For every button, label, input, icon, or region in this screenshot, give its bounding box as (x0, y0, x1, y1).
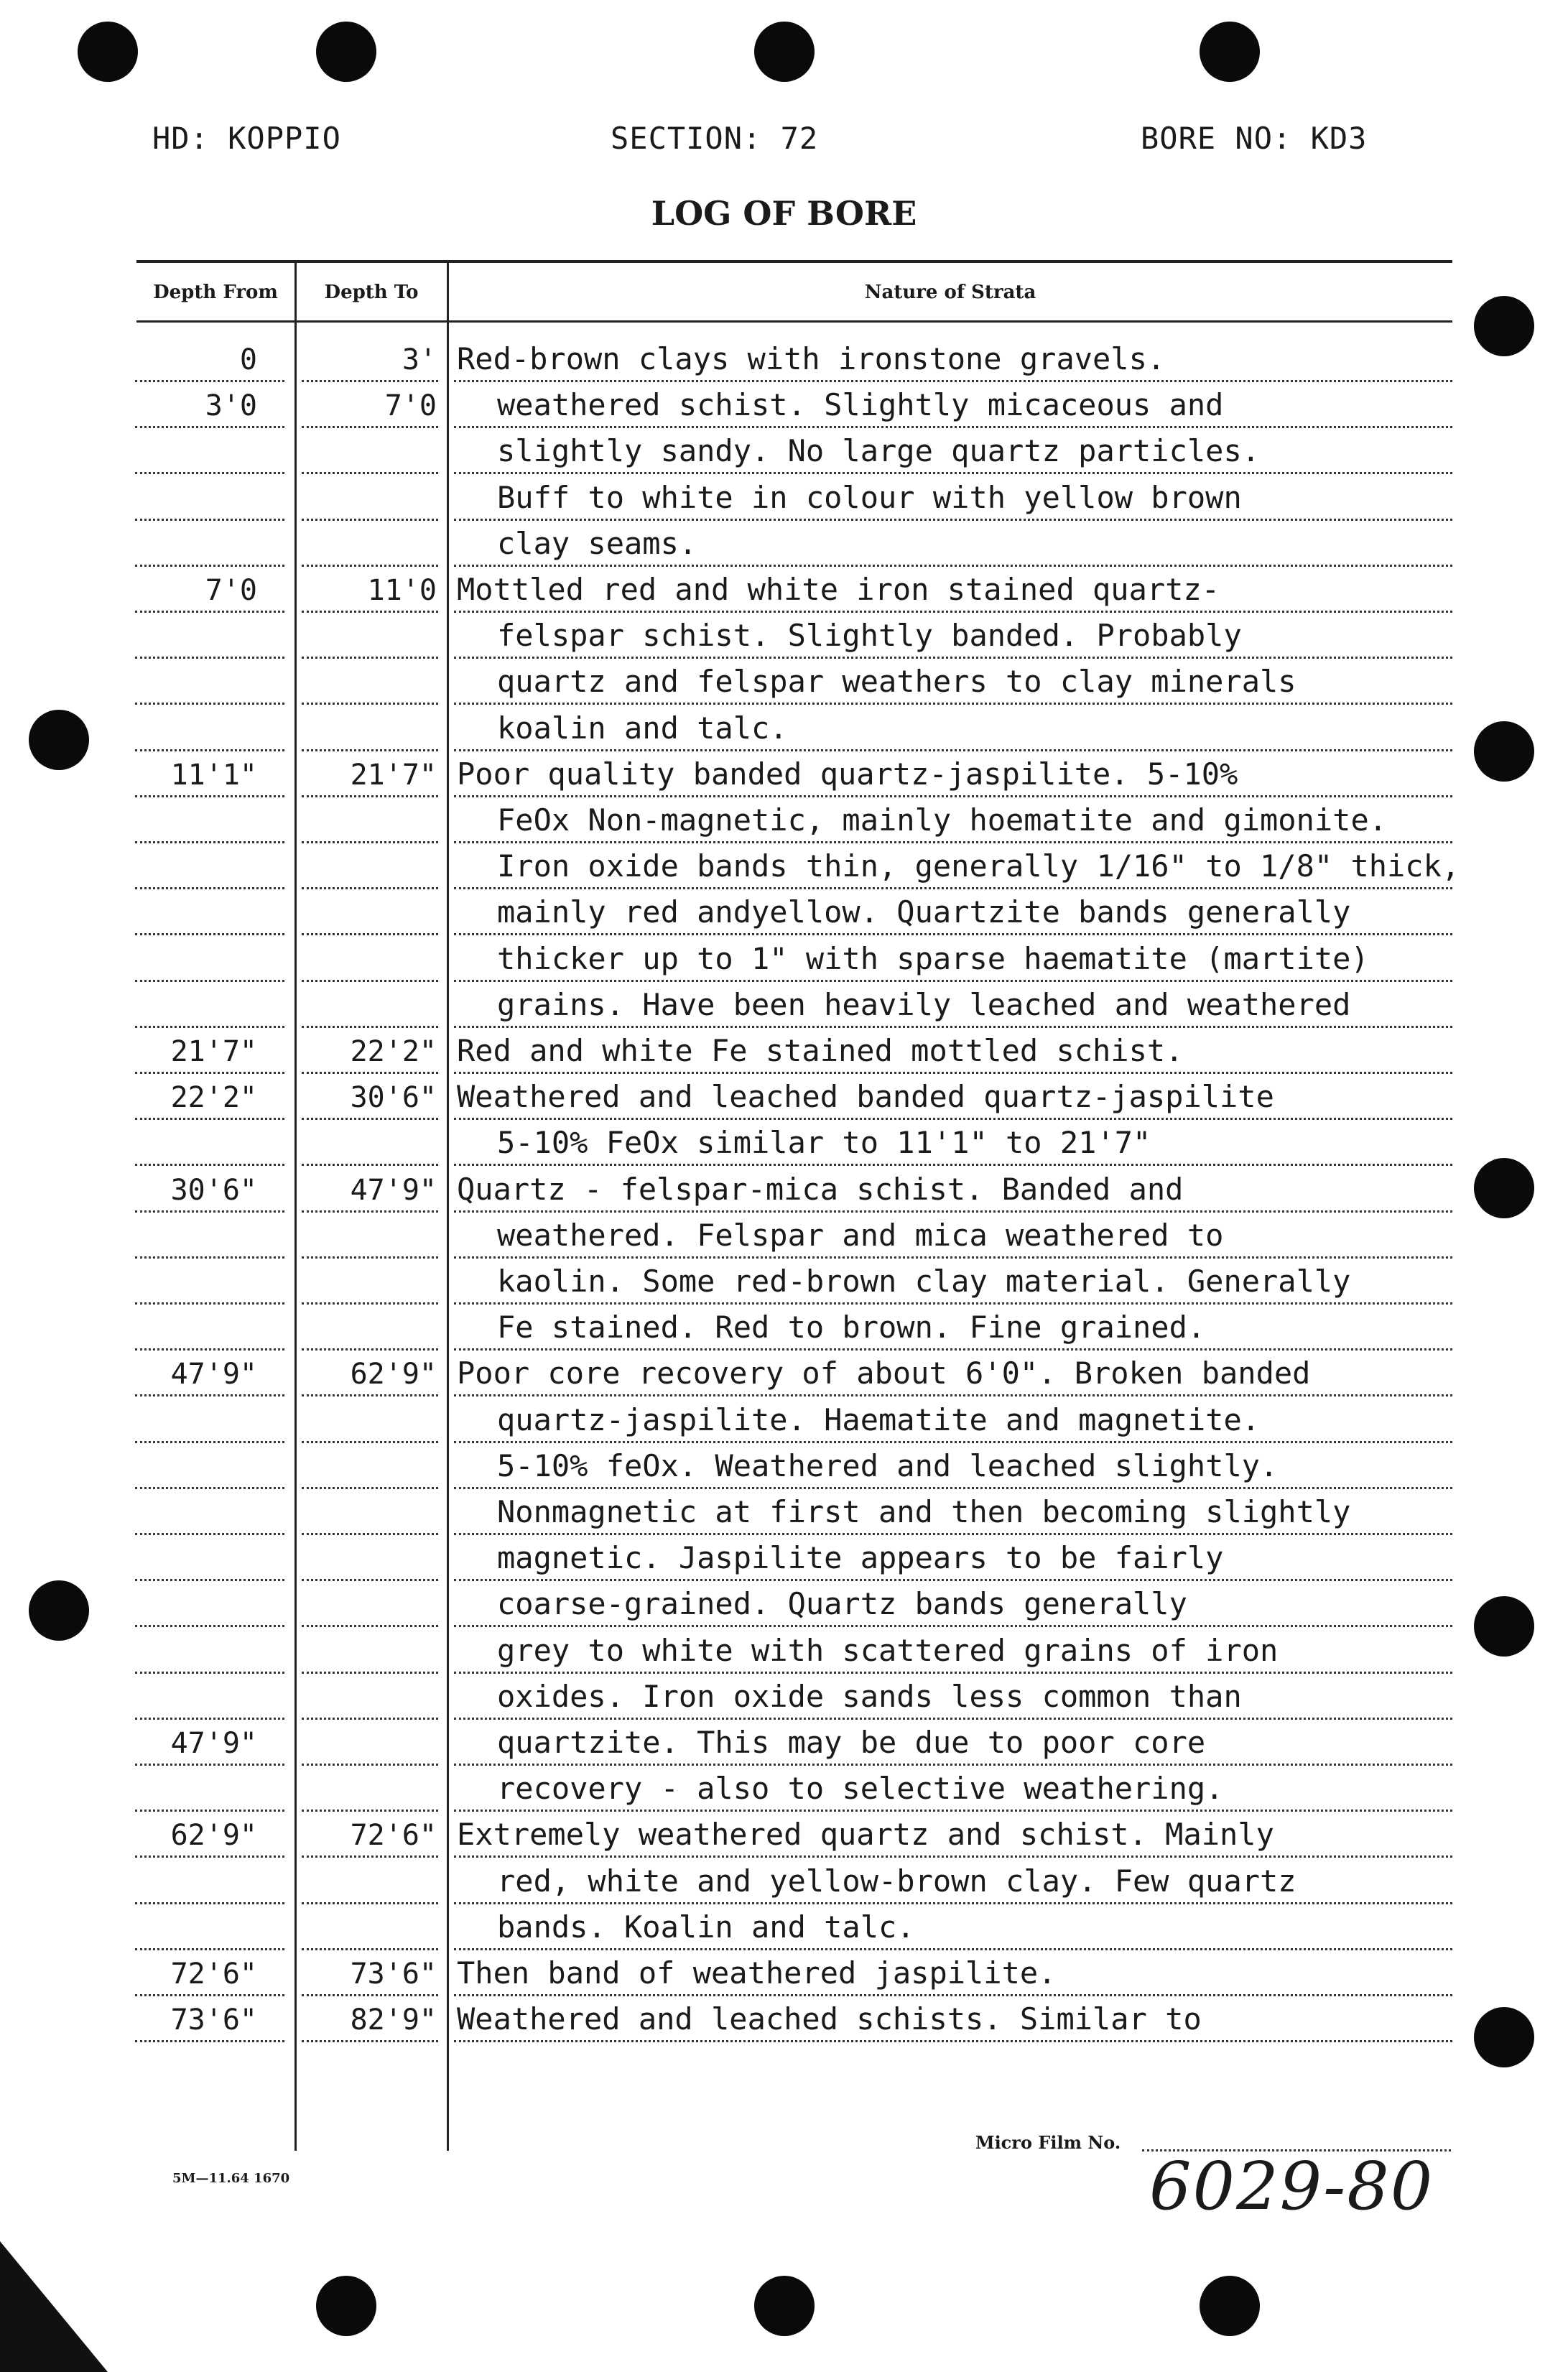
hd-label: HD: KOPPIO (152, 121, 341, 156)
dotted-guide-line (454, 1579, 1452, 1581)
dotted-guide-line (135, 426, 284, 428)
dotted-guide-line (454, 1672, 1452, 1674)
depth-to-cell: 21'7" (350, 758, 437, 792)
table-row (0, 1906, 1568, 1950)
depth-to-cell: 3' (402, 343, 437, 376)
header-bottom-rule (136, 320, 1452, 323)
strata-description-cell: Poor quality banded quartz-jaspilite. 5-10% (457, 756, 1238, 792)
dotted-guide-line (135, 611, 284, 613)
strata-description-cell: coarse-grained. Quartz bands generally (497, 1586, 1187, 1622)
strata-description-cell: Iron oxide bands thin, generally 1/16" to 1/8" thick, (497, 848, 1460, 884)
dotted-guide-line (302, 1348, 438, 1351)
dotted-guide-line (135, 472, 284, 474)
handwritten-number: 6029-80 (1149, 2148, 1434, 2225)
dotted-guide-line (454, 980, 1452, 982)
dotted-guide-line (135, 841, 284, 843)
strata-description-cell: Weathered and leached schists. Similar to (457, 2001, 1202, 2037)
table-row (0, 1445, 1568, 1489)
col-header-nature: Nature of Strata (864, 282, 1036, 303)
dotted-guide-line (302, 565, 438, 567)
table-row (0, 430, 1568, 474)
depth-to-cell: 30'6" (350, 1081, 437, 1115)
dotted-guide-line (302, 1856, 438, 1858)
strata-description-cell: 5-10% FeOx similar to 11'1" to 21'7" (497, 1125, 1151, 1161)
dotted-guide-line (454, 887, 1452, 889)
dotted-guide-line (135, 1994, 284, 1996)
dotted-guide-line (302, 519, 438, 521)
table-row (0, 1214, 1568, 1259)
table-row (0, 1306, 1568, 1351)
col-header-depth-from: Depth From (153, 282, 278, 303)
dotted-guide-line (302, 1625, 438, 1627)
dotted-guide-line (454, 2040, 1452, 2042)
strata-description-cell: grains. Have been heavily leached and weathered (497, 986, 1351, 1022)
dotted-guide-line (454, 1856, 1452, 1858)
dotted-guide-line (454, 1764, 1452, 1766)
dotted-guide-line (302, 426, 438, 428)
dotted-guide-line (302, 1256, 438, 1259)
strata-description-cell: quartz and felspar weathers to clay minerals (497, 664, 1296, 700)
table-row (0, 1399, 1568, 1443)
table-row (0, 1675, 1568, 1720)
dotted-guide-line (454, 1118, 1452, 1120)
dotted-guide-line (454, 933, 1452, 935)
dotted-guide-line (454, 472, 1452, 474)
dotted-guide-line (135, 380, 284, 382)
dotted-guide-line (302, 1164, 438, 1166)
dotted-guide-line (454, 1533, 1452, 1535)
strata-description-cell: weathered. Felspar and mica weathered to (497, 1217, 1224, 1253)
table-row (0, 1075, 1568, 1120)
dotted-guide-line (302, 1026, 438, 1028)
strata-description-cell: recovery - also to selective weathering. (497, 1771, 1224, 1807)
strata-description-cell: bands. Koalin and talc. (497, 1909, 915, 1945)
strata-description-cell: grey to white with scattered grains of iron (497, 1632, 1279, 1668)
dotted-guide-line (302, 2040, 438, 2042)
depth-from-cell: 62'9" (170, 1819, 257, 1853)
dotted-guide-line (454, 657, 1452, 659)
dotted-guide-line (135, 1718, 284, 1720)
dotted-guide-line (302, 1994, 438, 1996)
table-row (0, 1767, 1568, 1812)
depth-from-cell: 7'0 (205, 574, 257, 607)
punch-hole-top-2 (316, 22, 376, 82)
dotted-guide-line (302, 1672, 438, 1674)
dotted-guide-line (454, 1718, 1452, 1720)
section-label: SECTION: 72 (611, 121, 819, 156)
dotted-guide-line (135, 1348, 284, 1351)
dotted-guide-line (454, 1994, 1452, 1996)
dotted-guide-line (302, 749, 438, 751)
dotted-guide-line (135, 1302, 284, 1305)
dotted-guide-line (302, 1441, 438, 1443)
dotted-guide-line (454, 749, 1452, 751)
table-row (0, 753, 1568, 797)
table-top-rule (136, 260, 1452, 263)
dotted-guide-line (135, 1441, 284, 1443)
punch-hole-bottom-3 (1200, 2276, 1260, 2336)
table-row (0, 338, 1568, 382)
bore-no-label: BORE NO: KD3 (1141, 121, 1368, 156)
dotted-guide-line (454, 1348, 1452, 1351)
dotted-guide-line (135, 565, 284, 567)
dotted-guide-line (135, 795, 284, 797)
table-row (0, 937, 1568, 982)
depth-to-cell: 62'9" (350, 1358, 437, 1391)
table-row (0, 614, 1568, 659)
dotted-guide-line (135, 1533, 284, 1535)
dotted-guide-line (454, 519, 1452, 521)
strata-description-cell: weathered schist. Slightly micaceous and (497, 387, 1224, 423)
dotted-guide-line (302, 472, 438, 474)
table-row (0, 1998, 1568, 2042)
dotted-guide-line (302, 1210, 438, 1213)
dotted-guide-line (135, 1579, 284, 1581)
dotted-guide-line (302, 1902, 438, 1904)
dotted-guide-line (454, 380, 1452, 382)
strata-description-cell: thicker up to 1" with sparse haematite (martite) (497, 940, 1369, 976)
dotted-guide-line (135, 519, 284, 521)
depth-from-cell: 47'9" (170, 1358, 257, 1391)
strata-description-cell: Mottled red and white iron stained quartz- (457, 572, 1220, 607)
depth-to-cell: 47'9" (350, 1173, 437, 1207)
table-row (0, 1721, 1568, 1766)
dotted-guide-line (302, 980, 438, 982)
strata-description-cell: felspar schist. Slightly banded. Probably (497, 618, 1242, 654)
strata-description-cell: oxides. Iron oxide sands less common than (497, 1678, 1242, 1714)
col-header-depth-to: Depth To (324, 282, 419, 303)
dotted-guide-line (454, 841, 1452, 843)
strata-description-cell: FeOx Non-magnetic, mainly hoematite and gimonite. (497, 802, 1388, 838)
dotted-guide-line (454, 1026, 1452, 1028)
dotted-guide-line (454, 1441, 1452, 1443)
strata-description-cell: Then band of weathered jaspilite. (457, 1955, 1057, 1991)
dotted-guide-line (135, 1164, 284, 1166)
dotted-guide-line (454, 426, 1452, 428)
depth-from-cell: 73'6" (170, 2003, 257, 2037)
table-row (0, 1168, 1568, 1213)
dotted-guide-line (302, 1394, 438, 1396)
strata-description-cell: Weathered and leached banded quartz-jaspilite (457, 1079, 1274, 1115)
dotted-guide-line (302, 1579, 438, 1581)
strata-description-cell: kaolin. Some red-brown clay material. Generally (497, 1264, 1351, 1299)
dotted-guide-line (135, 749, 284, 751)
table-row (0, 568, 1568, 613)
depth-from-cell: 72'6" (170, 1958, 257, 1991)
dotted-guide-line (454, 1302, 1452, 1305)
strata-description-cell: clay seams. (497, 525, 697, 561)
dotted-guide-line (302, 1302, 438, 1305)
depth-to-cell: 73'6" (350, 1958, 437, 1991)
dotted-guide-line (302, 1810, 438, 1812)
table-row (0, 1629, 1568, 1674)
dotted-guide-line (454, 1394, 1452, 1396)
strata-description-cell: Quartz - felspar-mica schist. Banded and (457, 1171, 1184, 1207)
dotted-guide-line (302, 887, 438, 889)
dotted-guide-line (135, 1625, 284, 1627)
dotted-guide-line (302, 657, 438, 659)
depth-to-cell: 7'0 (384, 389, 437, 423)
strata-description-cell: Extremely weathered quartz and schist. Mainly (457, 1817, 1274, 1853)
strata-description-cell: Buff to white in colour with yellow brown (497, 479, 1242, 515)
table-row (0, 1537, 1568, 1581)
dotted-guide-line (135, 980, 284, 982)
dotted-guide-line (454, 1256, 1452, 1259)
strata-description-cell: Red-brown clays with ironstone gravels. (457, 341, 1166, 376)
table-row (0, 1260, 1568, 1305)
strata-description-cell: quartzite. This may be due to poor core (497, 1725, 1206, 1760)
dotted-guide-line (454, 1810, 1452, 1812)
table-row (0, 1952, 1568, 1996)
dotted-guide-line (135, 1810, 284, 1812)
dotted-guide-line (454, 1948, 1452, 1950)
dotted-guide-line (454, 1487, 1452, 1489)
punch-hole-top-3 (754, 22, 815, 82)
dotted-guide-line (135, 1118, 284, 1120)
dotted-guide-line (135, 1026, 284, 1028)
dotted-guide-line (135, 2040, 284, 2042)
dotted-guide-line (135, 703, 284, 705)
depth-to-cell: 11'0 (367, 574, 437, 607)
depth-from-cell: 22'2" (170, 1081, 257, 1115)
dotted-guide-line (454, 703, 1452, 705)
dotted-guide-line (454, 1902, 1452, 1904)
dotted-guide-line (135, 933, 284, 935)
table-row (0, 891, 1568, 935)
dotted-guide-line (302, 703, 438, 705)
dotted-guide-line (135, 1256, 284, 1259)
dotted-guide-line (302, 1764, 438, 1766)
table-row (0, 1352, 1568, 1396)
dotted-guide-line (454, 1625, 1452, 1627)
depth-to-cell: 72'6" (350, 1819, 437, 1853)
dotted-guide-line (302, 933, 438, 935)
table-row (0, 1121, 1568, 1166)
dotted-guide-line (454, 1072, 1452, 1074)
dotted-guide-line (302, 795, 438, 797)
table-row (0, 1029, 1568, 1074)
dotted-guide-line (135, 887, 284, 889)
dotted-guide-line (302, 1118, 438, 1120)
dotted-guide-line (135, 1764, 284, 1766)
dotted-guide-line (302, 380, 438, 382)
microfilm-label: Micro Film No. (975, 2132, 1121, 2153)
strata-description-cell: slightly sandy. No large quartz particles. (497, 433, 1261, 469)
table-row (0, 384, 1568, 428)
table-row (0, 1813, 1568, 1858)
table-row (0, 1491, 1568, 1535)
dotted-guide-line (302, 1718, 438, 1720)
dotted-guide-line (135, 1856, 284, 1858)
strata-description-cell: mainly red andyellow. Quartzite bands generally (497, 894, 1351, 930)
dotted-guide-line (135, 657, 284, 659)
dotted-guide-line (302, 1533, 438, 1535)
dotted-guide-line (135, 1902, 284, 1904)
form-code: 5M—11.64 1670 (172, 2171, 290, 2186)
dotted-guide-line (135, 1948, 284, 1950)
punch-hole-bottom-2 (754, 2276, 815, 2336)
table-row (0, 522, 1568, 567)
strata-description-cell: Poor core recovery of about 6'0". Broken banded (457, 1356, 1311, 1391)
dotted-guide-line (302, 1072, 438, 1074)
page-title: LOG OF BORE (651, 194, 917, 233)
depth-to-cell: 22'2" (350, 1035, 437, 1068)
depth-from-cell: 3'0 (205, 389, 257, 423)
table-row (0, 799, 1568, 843)
punch-hole-top-4 (1200, 22, 1260, 82)
depth-from-cell: 30'6" (170, 1173, 257, 1207)
dotted-guide-line (135, 1672, 284, 1674)
dotted-guide-line (135, 1072, 284, 1074)
depth-from-cell: 11'1" (170, 758, 257, 792)
dotted-guide-line (302, 611, 438, 613)
punch-hole-top-1 (78, 22, 138, 82)
dotted-guide-line (454, 1164, 1452, 1166)
dotted-guide-line (454, 795, 1452, 797)
dotted-guide-line (454, 1210, 1452, 1213)
dotted-guide-line (454, 565, 1452, 567)
dotted-guide-line (135, 1210, 284, 1213)
dotted-guide-line (302, 1948, 438, 1950)
table-row (0, 845, 1568, 889)
strata-description-cell: 5-10% feOx. Weathered and leached slightly. (497, 1447, 1279, 1483)
strata-description-cell: Red and white Fe stained mottled schist. (457, 1033, 1184, 1068)
table-row (0, 983, 1568, 1028)
table-row (0, 1583, 1568, 1627)
strata-description-cell: red, white and yellow-brown clay. Few quartz (497, 1863, 1296, 1899)
depth-to-cell: 82'9" (350, 2003, 437, 2037)
table-row (0, 660, 1568, 705)
table-row (0, 1860, 1568, 1904)
table-row (0, 476, 1568, 521)
strata-description-cell: magnetic. Jaspilite appears to be fairly (497, 1540, 1224, 1576)
dotted-guide-line (454, 611, 1452, 613)
depth-from-cell: 21'7" (170, 1035, 257, 1068)
punch-hole-bottom-1 (316, 2276, 376, 2336)
strata-description-cell: koalin and talc. (497, 710, 788, 746)
dotted-guide-line (302, 841, 438, 843)
strata-description-cell: Fe stained. Red to brown. Fine grained. (497, 1310, 1206, 1345)
strata-description-cell: quartz-jaspilite. Haematite and magnetite. (497, 1402, 1261, 1437)
page-corner-shadow (0, 2241, 108, 2372)
dotted-guide-line (135, 1394, 284, 1396)
depth-from-cell: 47'9" (170, 1727, 257, 1760)
table-row (0, 707, 1568, 751)
depth-from-cell: 0 (239, 343, 257, 376)
strata-description-cell: Nonmagnetic at first and then becoming slightly (497, 1494, 1351, 1529)
dotted-guide-line (302, 1487, 438, 1489)
dotted-guide-line (135, 1487, 284, 1489)
